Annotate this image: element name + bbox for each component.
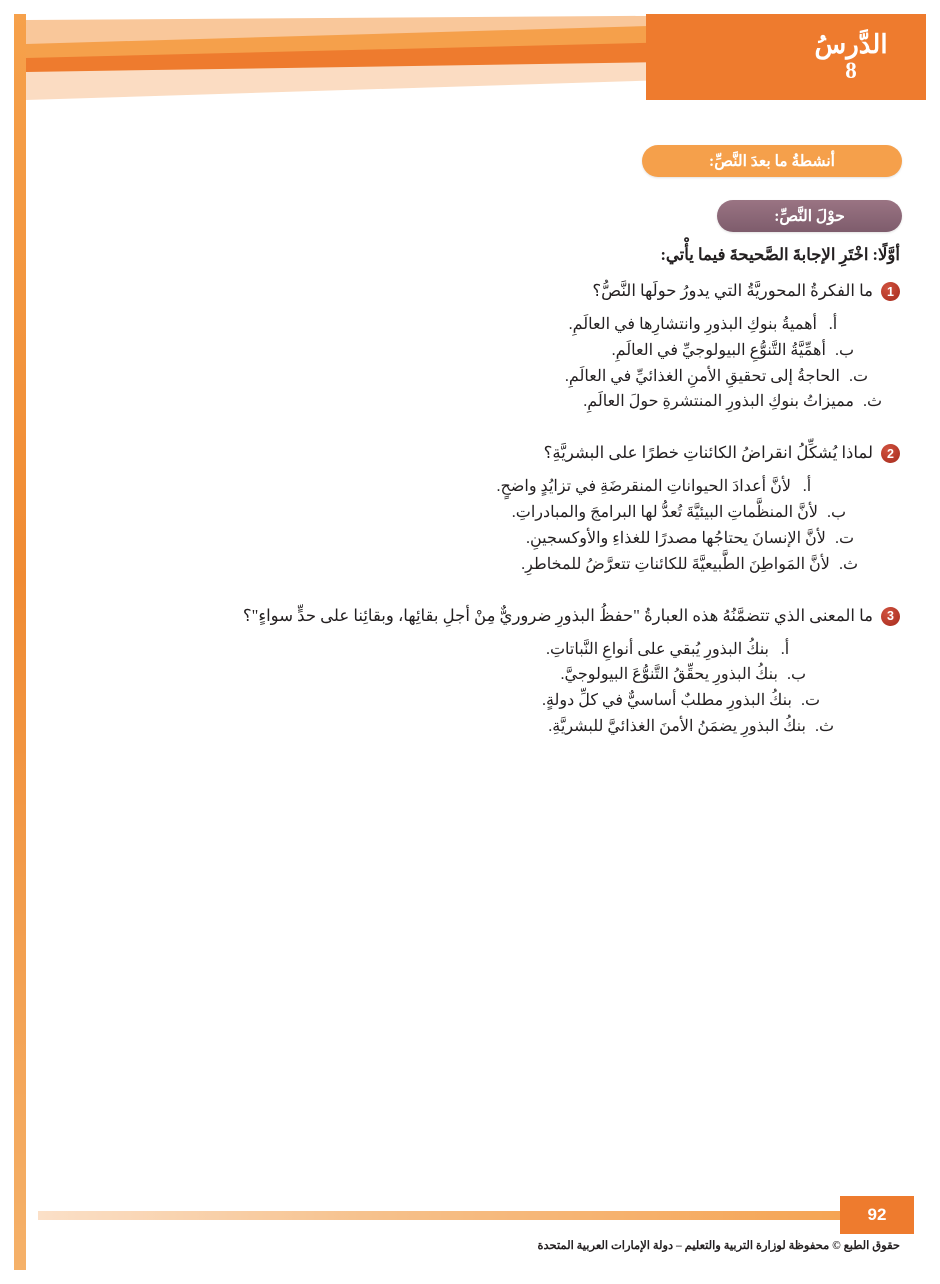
question-text: ما المعنى الذي تتضمَّنُهُ هذه العبارةُ "حفظُ البذورِ ضروريٌّ مِنْ أجلِ بقائِها، وبقائِنا على حدٍّ سواءٍ"؟ xyxy=(242,605,873,625)
choice-letter: ب. xyxy=(826,504,846,522)
choice-text: لأنَّ الإنسانَ يحتاجُها مصدرًا للغذاءِ والأوكسجينِ. xyxy=(525,529,826,547)
choice-letter: ب. xyxy=(786,666,806,684)
choice-text: بنكُ البذورِ مطلبٌ أساسيٌّ في كلِّ دولةٍ. xyxy=(541,692,792,710)
choice-text: بنكُ البذورِ يضمَنُ الأمنَ الغذائيَّ للبشريَّةِ. xyxy=(548,718,806,736)
choice-option[interactable] xyxy=(100,552,858,578)
lesson-badge xyxy=(776,14,926,100)
choice-letter: ت. xyxy=(834,529,854,547)
choice-list xyxy=(100,474,900,578)
choice-text: أهمِّيَّةُ التَّنوُّعِ البيولوجيِّ في العالَمِ. xyxy=(611,341,826,359)
question-content xyxy=(100,245,900,766)
left-decorative-bar xyxy=(14,14,26,1270)
choice-letter: أ. xyxy=(780,640,790,658)
choice-option[interactable] xyxy=(100,474,814,500)
choice-option[interactable] xyxy=(100,338,854,364)
choice-option[interactable] xyxy=(100,714,834,740)
question-header xyxy=(100,279,900,304)
choice-option[interactable] xyxy=(100,500,846,526)
choice-list xyxy=(100,312,900,416)
heading-about-text: حوْلَ النَّصِّ: xyxy=(717,200,902,232)
choice-text: مميزاتُ بنوكِ البذورِ المنتشرةِ حولَ العالَمِ. xyxy=(583,393,854,411)
choice-option[interactable] xyxy=(100,688,820,714)
choice-option[interactable] xyxy=(100,312,840,338)
choice-letter: أ. xyxy=(828,315,838,333)
choice-letter: ث. xyxy=(838,555,858,573)
choice-letter: ب. xyxy=(834,341,854,359)
section-instruction: أوَّلًا: اخْتَرِ الإجابةَ الصَّحيحةَ فيما يأْتي: xyxy=(660,245,900,264)
choice-option[interactable] xyxy=(100,526,854,552)
choice-text: بنكُ البذورِ يُبقي على أنواعِ النَّباتاتِ. xyxy=(545,640,769,658)
choice-letter: ت. xyxy=(800,692,820,710)
question-number-badge: 2 xyxy=(881,444,900,463)
choice-letter: ث. xyxy=(814,718,834,736)
question-number-badge: 1 xyxy=(881,282,900,301)
question-header xyxy=(100,441,900,466)
question-block xyxy=(100,604,900,740)
question-header xyxy=(100,604,900,629)
choice-text: أهميةُ بنوكِ البذورِ وانتشارِها في العالَمِ. xyxy=(568,315,817,333)
question-text: لماذا يُشكِّلُ انقراضُ الكائناتِ خطرًا على البشريَّةِ؟ xyxy=(543,443,873,463)
question-number-badge: 3 xyxy=(881,607,900,626)
choice-list xyxy=(100,637,900,741)
choice-text: بنكُ البذورِ يحقِّقُ التَّنوُّعَ البيولوجيَّ. xyxy=(560,666,778,684)
question-block xyxy=(100,279,900,415)
choice-option[interactable] xyxy=(100,364,868,390)
choice-letter: ث. xyxy=(862,393,882,411)
lesson-word: الدَّرسُ xyxy=(814,29,888,59)
lesson-number: 8 xyxy=(845,58,857,83)
copyright-notice: حقوق الطبع © محفوظة لوزارة التربية والتعليم – دولة الإمارات العربية المتحدة xyxy=(537,1240,900,1252)
choice-letter: ت. xyxy=(848,367,868,385)
footer-decorative-bar xyxy=(38,1211,908,1220)
choice-text: الحاجةُ إلى تحقيقِ الأمنِ الغذائيِّ في العالَمِ. xyxy=(564,367,840,385)
question-text: ما الفكرةُ المحوريَّةُ التي يدورُ حولَها النَّصُّ؟ xyxy=(592,281,873,300)
heading-after-text-activities: أنشطةُ ما بعدَ النَّصِّ: xyxy=(642,145,902,177)
choice-text: لأنَّ أعدادَ الحيواناتِ المنقرضَةِ في تزايُدٍ واضحٍ. xyxy=(496,478,791,496)
question-block xyxy=(100,441,900,577)
page-number: 92 xyxy=(840,1196,914,1234)
page-header xyxy=(26,14,926,100)
choice-option[interactable] xyxy=(100,637,792,663)
choice-option[interactable] xyxy=(100,662,806,688)
choice-option[interactable] xyxy=(100,389,882,415)
choice-text: لأنَّ المَواطِنَ الطَّبيعيَّةَ للكائناتِ تتعرَّضُ للمخاطرِ. xyxy=(521,555,830,573)
choice-letter: أ. xyxy=(802,478,812,496)
choice-text: لأنَّ المنظَّماتِ البيئيَّةَ تُعدُّ لها البرامجَ والمبادراتِ. xyxy=(511,504,818,522)
